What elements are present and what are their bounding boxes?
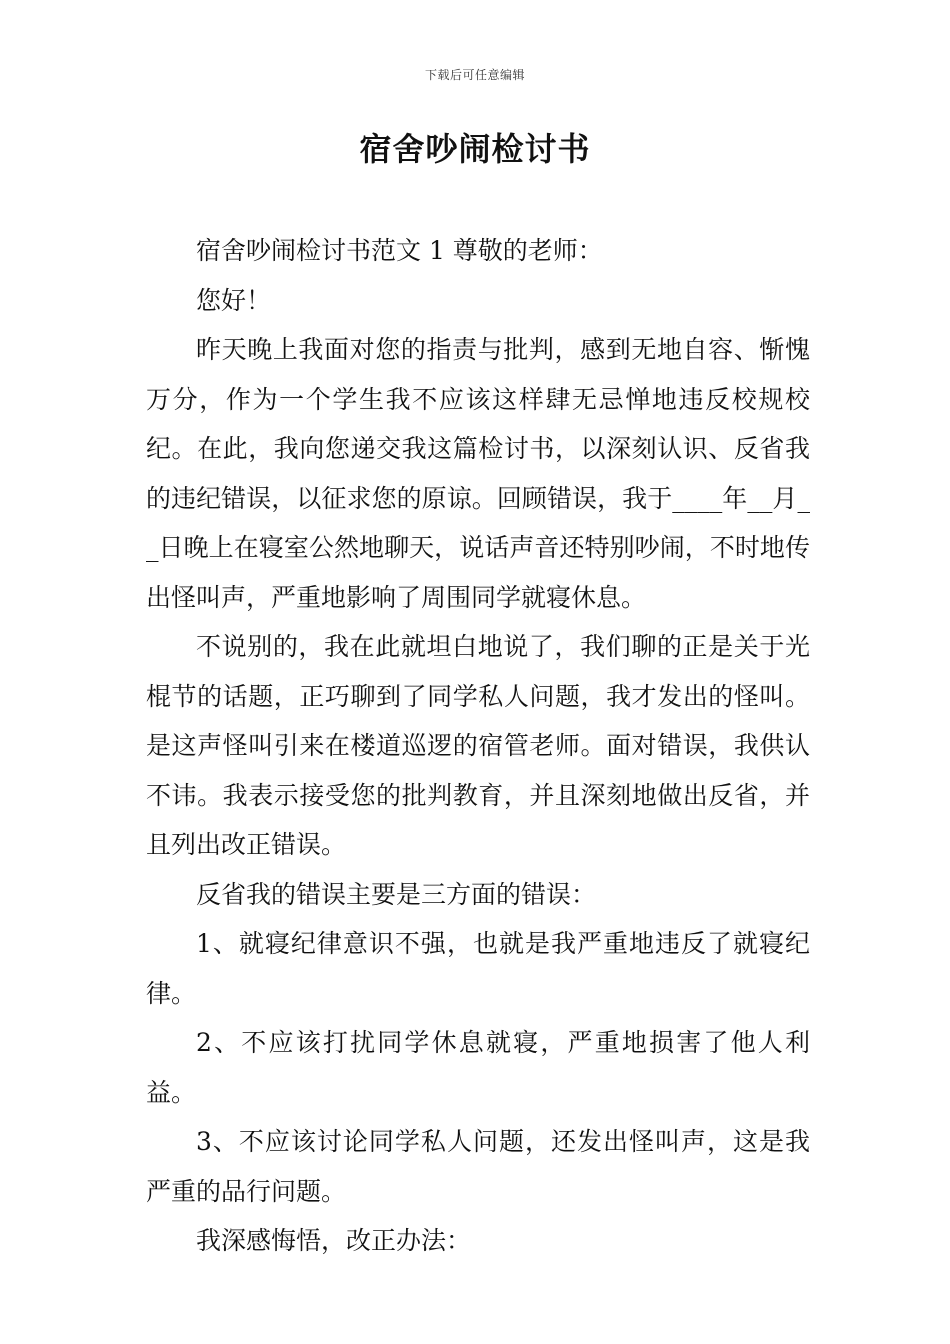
paragraph-reflection-intro: 反省我的错误主要是三方面的错误： bbox=[196, 879, 597, 909]
paragraph-incident: 昨天晚上我面对您的指责与批判，感到无地自容、惭愧万分，作为一个学生我不应该这样肆无忌惮地违反校规校纪。在此，我向您递交我这篇检讨书，以深刻认识、反省我的违纪错误，以征求您的原谅。回顾错误，我于____年__月__日晚上在寝室公然地聊天，说话声音还特别吵闹，不时地传出怪叫声，严重地影响了周围同学就寝休息。 bbox=[146, 335, 810, 612]
paragraph-greeting: 您好！ bbox=[196, 285, 272, 315]
paragraph-error-2: 2、不应该打扰同学休息就寝，严重地损害了他人利益。 bbox=[146, 1028, 810, 1107]
document-title: 宿舍吵闹检讨书 bbox=[359, 130, 591, 168]
paragraph-salutation: 宿舍吵闹检讨书范文 1 尊敬的老师： bbox=[196, 236, 603, 265]
document-body bbox=[146, 226, 810, 1266]
paragraph-error-3: 3、不应该讨论同学私人问题，还发出怪叫声，这是我严重的品行问题。 bbox=[146, 1127, 810, 1206]
paragraph-error-1: 1、就寝纪律意识不强，也就是我严重地违反了就寝纪律。 bbox=[146, 929, 810, 1008]
paragraph-confession: 不说别的，我在此就坦白地说了，我们聊的正是关于光棍节的话题，正巧聊到了同学私人问题，我才发出的怪叫。是这声怪叫引来在楼道巡逻的宿管老师。面对错误，我供认不讳。我表示接受您的批判教育，并且深刻地做出反省，并且列出改正错误。 bbox=[146, 632, 810, 859]
header-note: 下载后可任意编辑 bbox=[424, 68, 525, 82]
paragraph-correction-intro: 我深感悔悟，改正办法： bbox=[196, 1226, 472, 1255]
